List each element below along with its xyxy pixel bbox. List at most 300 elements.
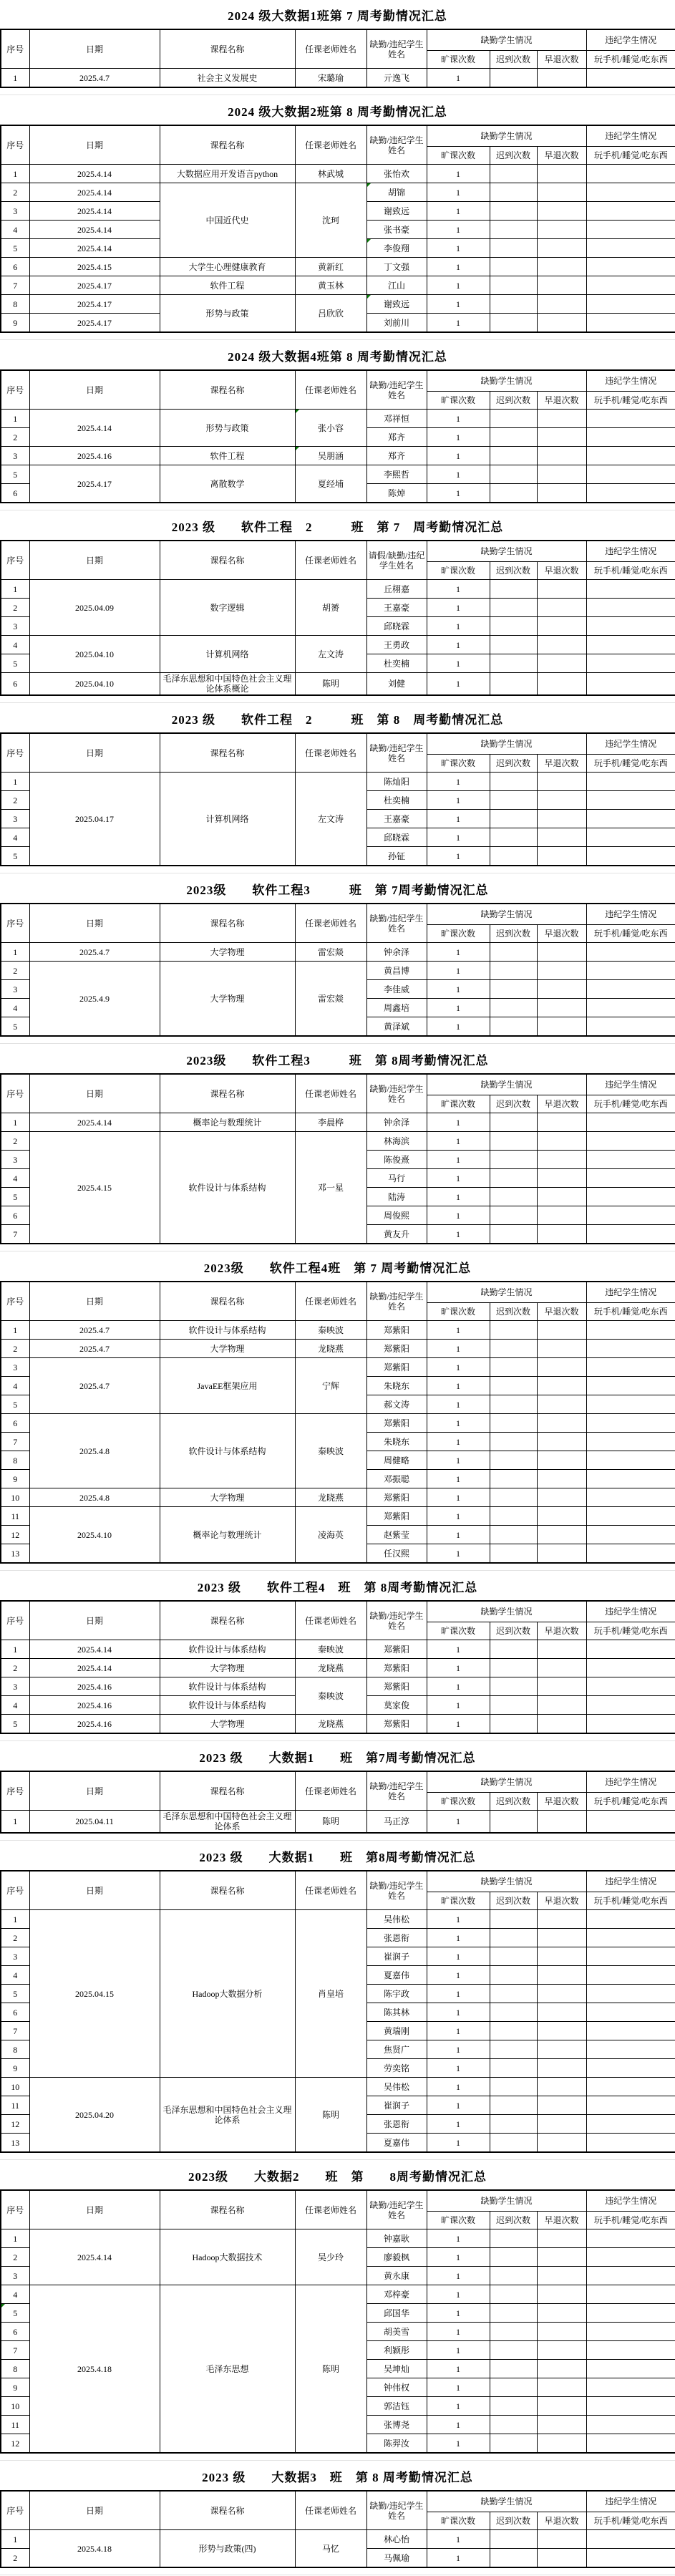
cell-student: 朱晓东: [366, 1433, 427, 1451]
cell-violation: [586, 2378, 675, 2397]
header-cell-absent-group: 缺勤学生情况: [427, 1771, 586, 1793]
header-cell-date: 日期: [29, 733, 160, 773]
cell-student: 邱晓霖: [366, 617, 427, 636]
cell-student: 王嘉豪: [366, 810, 427, 828]
cell-kuangke-count: 1: [427, 2059, 490, 2078]
cell-violation: [586, 599, 675, 617]
cell-num: 4: [1, 1696, 29, 1715]
header-cell-zaotui: 早退次数: [537, 147, 586, 165]
cell-num: 13: [1, 1544, 29, 1564]
cell-zaotui-count: [537, 2078, 586, 2096]
cell-chidao-count: [490, 2285, 537, 2304]
header-cell-violation-group: 违纪学生情况: [586, 1282, 675, 1303]
cell-date: 2025.4.16: [29, 1677, 160, 1696]
header-cell-num: 序号: [1, 2190, 29, 2229]
header-cell-violation-group: 违纪学生情况: [586, 904, 675, 925]
header-cell-absent-group: 缺勤学生情况: [427, 1601, 586, 1622]
cell-course: 离散数学: [160, 465, 295, 503]
header-cell-zaotui: 早退次数: [537, 51, 586, 69]
cell-zaotui-count: [537, 183, 586, 202]
header-cell-kuangke: 旷课次数: [427, 562, 490, 580]
cell-violation: [586, 654, 675, 673]
cell-student: 崔润子: [366, 1947, 427, 1966]
cell-date: 2025.4.14: [29, 1640, 160, 1659]
cell-num: 11: [1, 2416, 29, 2434]
cell-student: 郑紫阳: [366, 1321, 427, 1340]
cell-num: 1: [1, 580, 29, 599]
header-cell-violation-group: 违纪学生情况: [586, 125, 675, 147]
table-row: [1, 295, 675, 314]
cell-course: 软件设计与体系结构: [160, 1696, 295, 1715]
cell-kuangke-count: 1: [427, 2416, 490, 2434]
cell-chidao-count: [490, 1659, 537, 1677]
header-cell-kuangke: 旷课次数: [427, 925, 490, 943]
cell-violation: [586, 1151, 675, 1169]
table-title: 2023级 软件工程4班 第 7 周考勤情况汇总: [203, 1262, 472, 1275]
cell-kuangke-count: 1: [427, 1947, 490, 1966]
cell-violation: [586, 1659, 675, 1677]
cell-violation: [586, 1169, 675, 1188]
cell-violation: [586, 1929, 675, 1947]
cell-student: 邓梓豪: [366, 2285, 427, 2304]
cell-violation: [586, 1677, 675, 1696]
cell-date: 2025.4.7: [29, 1321, 160, 1340]
cell-violation: [586, 428, 675, 447]
cell-num: 13: [1, 2134, 29, 2153]
cell-zaotui-count: [537, 1132, 586, 1151]
cell-num: 3: [1, 2267, 29, 2285]
cell-teacher: 肖皇培: [295, 1910, 366, 2078]
cell-chidao-count: [490, 1358, 537, 1377]
cell-course: 概率论与数理统计: [160, 1113, 295, 1132]
cell-zaotui-count: [537, 2378, 586, 2397]
header-cell-absent-group: 缺勤学生情况: [427, 2190, 586, 2212]
cell-violation: [586, 1811, 675, 1834]
cell-course: 软件工程: [160, 447, 295, 465]
cell-violation: [586, 1132, 675, 1151]
header-cell-course: 课程名称: [160, 733, 295, 773]
cell-kuangke-count: 1: [427, 2248, 490, 2267]
cell-violation: [586, 484, 675, 503]
header-cell-student: 缺勤/违纪学生姓名: [366, 1871, 427, 1910]
cell-chidao-count: [490, 773, 537, 791]
cell-chidao-count: [490, 999, 537, 1017]
header-cell-violation-detail: 玩手机/睡觉/吃东西: [586, 1303, 675, 1321]
cell-teacher: 秦映波: [295, 1677, 366, 1715]
cell-violation: [586, 1507, 675, 1526]
cell-kuangke-count: 1: [427, 202, 490, 221]
table-row: [1, 2229, 675, 2248]
cell-violation: [586, 1985, 675, 2003]
cell-zaotui-count: [537, 202, 586, 221]
cell-kuangke-count: 1: [427, 1395, 490, 1414]
header-cell-student: 缺勤/违纪学生姓名: [366, 2190, 427, 2229]
cell-violation: [586, 980, 675, 999]
cell-violation: [586, 2285, 675, 2304]
cell-date: 2025.4.14: [29, 239, 160, 258]
attendance-table: [0, 369, 675, 503]
cell-date: 2025.4.7: [29, 943, 160, 962]
cell-course: 软件设计与体系结构: [160, 1640, 295, 1659]
cell-course: 形势与政策: [160, 410, 295, 447]
cell-kuangke-count: 1: [427, 2096, 490, 2115]
table-row: [1, 447, 675, 465]
cell-violation: [586, 1526, 675, 1544]
cell-num: 4: [1, 2285, 29, 2304]
cell-kuangke-count: 1: [427, 1206, 490, 1225]
header-cell-kuangke: 旷课次数: [427, 147, 490, 165]
cell-num: 10: [1, 1488, 29, 1507]
header-cell-kuangke: 旷课次数: [427, 1622, 490, 1640]
cell-kuangke-count: 1: [427, 1321, 490, 1340]
header-cell-absent-group: 缺勤学生情况: [427, 1282, 586, 1303]
header-cell-chidao: 迟到次数: [490, 1622, 537, 1640]
cell-student: 郑紫阳: [366, 1340, 427, 1358]
cell-zaotui-count: [537, 428, 586, 447]
comment-marker-icon: [296, 410, 299, 413]
cell-zaotui-count: [537, 599, 586, 617]
header-cell-student: 请假/缺勤/违纪学生姓名: [366, 541, 427, 580]
cell-zaotui-count: [537, 2416, 586, 2434]
cell-date: 2025.04.10: [29, 673, 160, 696]
cell-zaotui-count: [537, 1206, 586, 1225]
cell-student: 劳奕铭: [366, 2059, 427, 2078]
header-cell-date: 日期: [29, 29, 160, 69]
cell-zaotui-count: [537, 2267, 586, 2285]
cell-student: 张博尧: [366, 2416, 427, 2434]
cell-num: 3: [1, 1947, 29, 1966]
cell-zaotui-count: [537, 1188, 586, 1206]
cell-student: 江山: [366, 276, 427, 295]
cell-violation: [586, 2115, 675, 2134]
cell-chidao-count: [490, 2040, 537, 2059]
table-row: [1, 1414, 675, 1433]
cell-kuangke-count: 1: [427, 1358, 490, 1377]
cell-course: 社会主义发展史: [160, 69, 295, 88]
cell-kuangke-count: 1: [427, 2229, 490, 2248]
cell-zaotui-count: [537, 221, 586, 239]
cell-course: 形势与政策(四): [160, 2530, 295, 2568]
header-cell-course: 课程名称: [160, 904, 295, 943]
cell-violation: [586, 1225, 675, 1244]
cell-num: 3: [1, 1677, 29, 1696]
cell-student: 杜奕楠: [366, 654, 427, 673]
cell-teacher: 吴朋涵: [295, 447, 366, 465]
header-cell-teacher: 任课老师姓名: [295, 904, 366, 943]
cell-teacher: 黄新红: [295, 258, 366, 276]
cell-kuangke-count: 1: [427, 673, 490, 696]
cell-course: 软件设计与体系结构: [160, 1677, 295, 1696]
header-cell-teacher: 任课老师姓名: [295, 1771, 366, 1811]
cell-kuangke-count: 1: [427, 428, 490, 447]
cell-chidao-count: [490, 1470, 537, 1488]
cell-student: 陆涛: [366, 1188, 427, 1206]
cell-chidao-count: [490, 2434, 537, 2454]
table-row: [1, 165, 675, 183]
cell-chidao-count: [490, 1526, 537, 1544]
table-gap: [0, 2568, 675, 2575]
header-cell-date: 日期: [29, 1282, 160, 1321]
cell-violation: [586, 2059, 675, 2078]
cell-course: 大学物理: [160, 1488, 295, 1507]
cell-date: 2025.4.17: [29, 465, 160, 503]
cell-date: 2025.4.7: [29, 1340, 160, 1358]
cell-num: 6: [1, 258, 29, 276]
cell-kuangke-count: 1: [427, 1910, 490, 1929]
cell-student: 刘前川: [366, 314, 427, 333]
header-cell-violation-group: 违纪学生情况: [586, 1074, 675, 1095]
cell-violation: [586, 1414, 675, 1433]
header-cell-kuangke: 旷课次数: [427, 1303, 490, 1321]
cell-student: 陈羿汝: [366, 2434, 427, 2454]
cell-student: 黄昌博: [366, 962, 427, 980]
cell-violation: [586, 1188, 675, 1206]
cell-kuangke-count: 1: [427, 2341, 490, 2360]
table-row: [1, 673, 675, 696]
cell-zaotui-count: [537, 1526, 586, 1544]
header-cell-num: 序号: [1, 733, 29, 773]
cell-num: 1: [1, 1811, 29, 1834]
cell-violation: [586, 2022, 675, 2040]
cell-num: 7: [1, 1225, 29, 1244]
header-cell-absent-group: 缺勤学生情况: [427, 370, 586, 392]
cell-course: 数字逻辑: [160, 580, 295, 636]
cell-chidao-count: [490, 2323, 537, 2341]
cell-num: 1: [1, 1640, 29, 1659]
cell-kuangke-count: 1: [427, 791, 490, 810]
cell-num: 3: [1, 447, 29, 465]
cell-violation: [586, 1113, 675, 1132]
cell-student: 陈俊熹: [366, 1151, 427, 1169]
cell-num: 2: [1, 1929, 29, 1947]
cell-course: 形势与政策: [160, 295, 295, 333]
cell-num: 1: [1, 1113, 29, 1132]
header-cell-violation-detail: 玩手机/睡觉/吃东西: [586, 562, 675, 580]
header-cell-num: 序号: [1, 1282, 29, 1321]
header-cell-teacher: 任课老师姓名: [295, 2491, 366, 2530]
header-cell-violation-detail: 玩手机/睡觉/吃东西: [586, 1622, 675, 1640]
cell-kuangke-count: 1: [427, 2530, 490, 2549]
cell-teacher: 林武城: [295, 165, 366, 183]
cell-kuangke-count: 1: [427, 2378, 490, 2397]
cell-date: 2025.4.17: [29, 276, 160, 295]
table-title: 2023 级 软件工程 2 班 第 8 周考勤情况汇总: [171, 713, 504, 727]
attendance-table: [0, 29, 675, 88]
cell-violation: [586, 258, 675, 276]
cell-zaotui-count: [537, 962, 586, 980]
cell-zaotui-count: [537, 1113, 586, 1132]
cell-num: 5: [1, 465, 29, 484]
cell-date: 2025.4.8: [29, 1488, 160, 1507]
cell-num: 5: [1, 239, 29, 258]
cell-num: 9: [1, 2378, 29, 2397]
cell-teacher: 秦映波: [295, 1414, 366, 1488]
cell-kuangke-count: 1: [427, 2434, 490, 2454]
cell-violation: [586, 580, 675, 599]
header-cell-zaotui: 早退次数: [537, 2512, 586, 2530]
cell-chidao-count: [490, 2416, 537, 2434]
cell-course: 计算机网络: [160, 773, 295, 866]
cell-teacher: 邓一星: [295, 1132, 366, 1244]
cell-zaotui-count: [537, 1470, 586, 1488]
cell-zaotui-count: [537, 1340, 586, 1358]
cell-zaotui-count: [537, 617, 586, 636]
cell-chidao-count: [490, 673, 537, 696]
cell-violation: [586, 999, 675, 1017]
cell-chidao-count: [490, 428, 537, 447]
table-row: [1, 465, 675, 484]
header-cell-teacher: 任课老师姓名: [295, 2190, 366, 2229]
header-cell-teacher: 任课老师姓名: [295, 125, 366, 165]
header-cell-violation-detail: 玩手机/睡觉/吃东西: [586, 1095, 675, 1113]
cell-kuangke-count: 1: [427, 258, 490, 276]
header-cell-num: 序号: [1, 29, 29, 69]
cell-violation: [586, 617, 675, 636]
cell-student: 杜奕楠: [366, 791, 427, 810]
header-cell-violation-detail: 玩手机/睡觉/吃东西: [586, 755, 675, 773]
table-title: 2023 级 大数据1 班 第8周考勤情况汇总: [199, 1851, 476, 1864]
cell-num: 9: [1, 314, 29, 333]
cell-num: 3: [1, 1151, 29, 1169]
cell-zaotui-count: [537, 1321, 586, 1340]
cell-student: 钟余泽: [366, 1113, 427, 1132]
table-gap: [0, 696, 675, 703]
cell-student: 邱晓霖: [366, 828, 427, 847]
cell-violation: [586, 1017, 675, 1037]
cell-num: 1: [1, 2229, 29, 2248]
header-cell-date: 日期: [29, 1601, 160, 1640]
cell-zaotui-count: [537, 1696, 586, 1715]
header-cell-course: 课程名称: [160, 2491, 295, 2530]
cell-zaotui-count: [537, 2003, 586, 2022]
cell-chidao-count: [490, 810, 537, 828]
table-row: [1, 2285, 675, 2304]
cell-kuangke-count: 1: [427, 962, 490, 980]
cell-violation: [586, 1451, 675, 1470]
cell-violation: [586, 1696, 675, 1715]
cell-chidao-count: [490, 410, 537, 428]
cell-violation: [586, 810, 675, 828]
cell-num: 3: [1, 810, 29, 828]
cell-num: 3: [1, 617, 29, 636]
cell-zaotui-count: [537, 791, 586, 810]
cell-violation: [586, 943, 675, 962]
table-row: [1, 1340, 675, 1358]
cell-course: 概率论与数理统计: [160, 1507, 295, 1564]
header-cell-date: 日期: [29, 1871, 160, 1910]
header-cell-kuangke: 旷课次数: [427, 755, 490, 773]
cell-student: 廖毅枫: [366, 2248, 427, 2267]
header-cell-absent-group: 缺勤学生情况: [427, 733, 586, 755]
cell-violation: [586, 239, 675, 258]
cell-student: 王勇政: [366, 636, 427, 654]
header-cell-course: 课程名称: [160, 125, 295, 165]
header-cell-chidao: 迟到次数: [490, 1303, 537, 1321]
cell-num: 1: [1, 69, 29, 88]
cell-num: 8: [1, 1451, 29, 1470]
cell-course: 大数据应用开发语言python: [160, 165, 295, 183]
cell-chidao-count: [490, 1113, 537, 1132]
cell-student: 郑紫阳: [366, 1677, 427, 1696]
cell-chidao-count: [490, 1966, 537, 1985]
header-cell-chidao: 迟到次数: [490, 755, 537, 773]
cell-kuangke-count: 1: [427, 314, 490, 333]
cell-zaotui-count: [537, 2115, 586, 2134]
cell-kuangke-count: 1: [427, 1169, 490, 1188]
table-gap: [0, 2153, 675, 2160]
cell-kuangke-count: 1: [427, 1526, 490, 1544]
header-cell-zaotui: 早退次数: [537, 392, 586, 410]
cell-chidao-count: [490, 202, 537, 221]
cell-chidao-count: [490, 1340, 537, 1358]
cell-course: 毛泽东思想和中国特色社会主义理论体系概论: [160, 673, 295, 696]
cell-chidao-count: [490, 1206, 537, 1225]
cell-zaotui-count: [537, 773, 586, 791]
cell-chidao-count: [490, 239, 537, 258]
attendance-table: [0, 732, 675, 866]
cell-zaotui-count: [537, 980, 586, 999]
cell-student: 郑紫阳: [366, 1358, 427, 1377]
cell-teacher: 胡赟: [295, 580, 366, 636]
cell-teacher: 吴少玲: [295, 2229, 366, 2285]
table-title: 2023 级 大数据3 班 第 8 周考勤情况汇总: [202, 2471, 473, 2484]
cell-chidao-count: [490, 980, 537, 999]
cell-student: 林海滨: [366, 1132, 427, 1151]
cell-zaotui-count: [537, 810, 586, 828]
cell-kuangke-count: 1: [427, 828, 490, 847]
comment-marker-icon: [367, 183, 371, 187]
cell-zaotui-count: [537, 1947, 586, 1966]
cell-violation: [586, 69, 675, 88]
cell-date: 2025.4.18: [29, 2530, 160, 2568]
cell-chidao-count: [490, 828, 537, 847]
cell-zaotui-count: [537, 447, 586, 465]
cell-chidao-count: [490, 1488, 537, 1507]
table-gap: [0, 866, 675, 873]
cell-zaotui-count: [537, 2530, 586, 2549]
cell-zaotui-count: [537, 2341, 586, 2360]
cell-student: 钟伟权: [366, 2378, 427, 2397]
cell-student: 朱晓东: [366, 1377, 427, 1395]
cell-violation: [586, 447, 675, 465]
table-row: [1, 1677, 675, 1696]
header-cell-teacher: 任课老师姓名: [295, 733, 366, 773]
cell-violation: [586, 847, 675, 866]
cell-zaotui-count: [537, 1544, 586, 1564]
cell-zaotui-count: [537, 2304, 586, 2323]
cell-kuangke-count: 1: [427, 2078, 490, 2096]
cell-kuangke-count: 1: [427, 1433, 490, 1451]
header-cell-kuangke: 旷课次数: [427, 1892, 490, 1910]
cell-zaotui-count: [537, 2022, 586, 2040]
cell-kuangke-count: 1: [427, 165, 490, 183]
cell-course: 计算机网络: [160, 636, 295, 673]
cell-student: 吴伟松: [366, 1910, 427, 1929]
cell-course: 软件设计与体系结构: [160, 1321, 295, 1340]
cell-chidao-count: [490, 1696, 537, 1715]
cell-chidao-count: [490, 258, 537, 276]
cell-date: 2025.4.16: [29, 447, 160, 465]
header-cell-violation-group: 违纪学生情况: [586, 1771, 675, 1793]
cell-chidao-count: [490, 2078, 537, 2096]
cell-chidao-count: [490, 2134, 537, 2153]
cell-kuangke-count: 1: [427, 1017, 490, 1037]
cell-zaotui-count: [537, 847, 586, 866]
cell-student: 谢致远: [366, 202, 427, 221]
header-cell-violation-group: 违纪学生情况: [586, 733, 675, 755]
header-cell-violation-detail: 玩手机/睡觉/吃东西: [586, 2512, 675, 2530]
header-cell-chidao: 迟到次数: [490, 2512, 537, 2530]
